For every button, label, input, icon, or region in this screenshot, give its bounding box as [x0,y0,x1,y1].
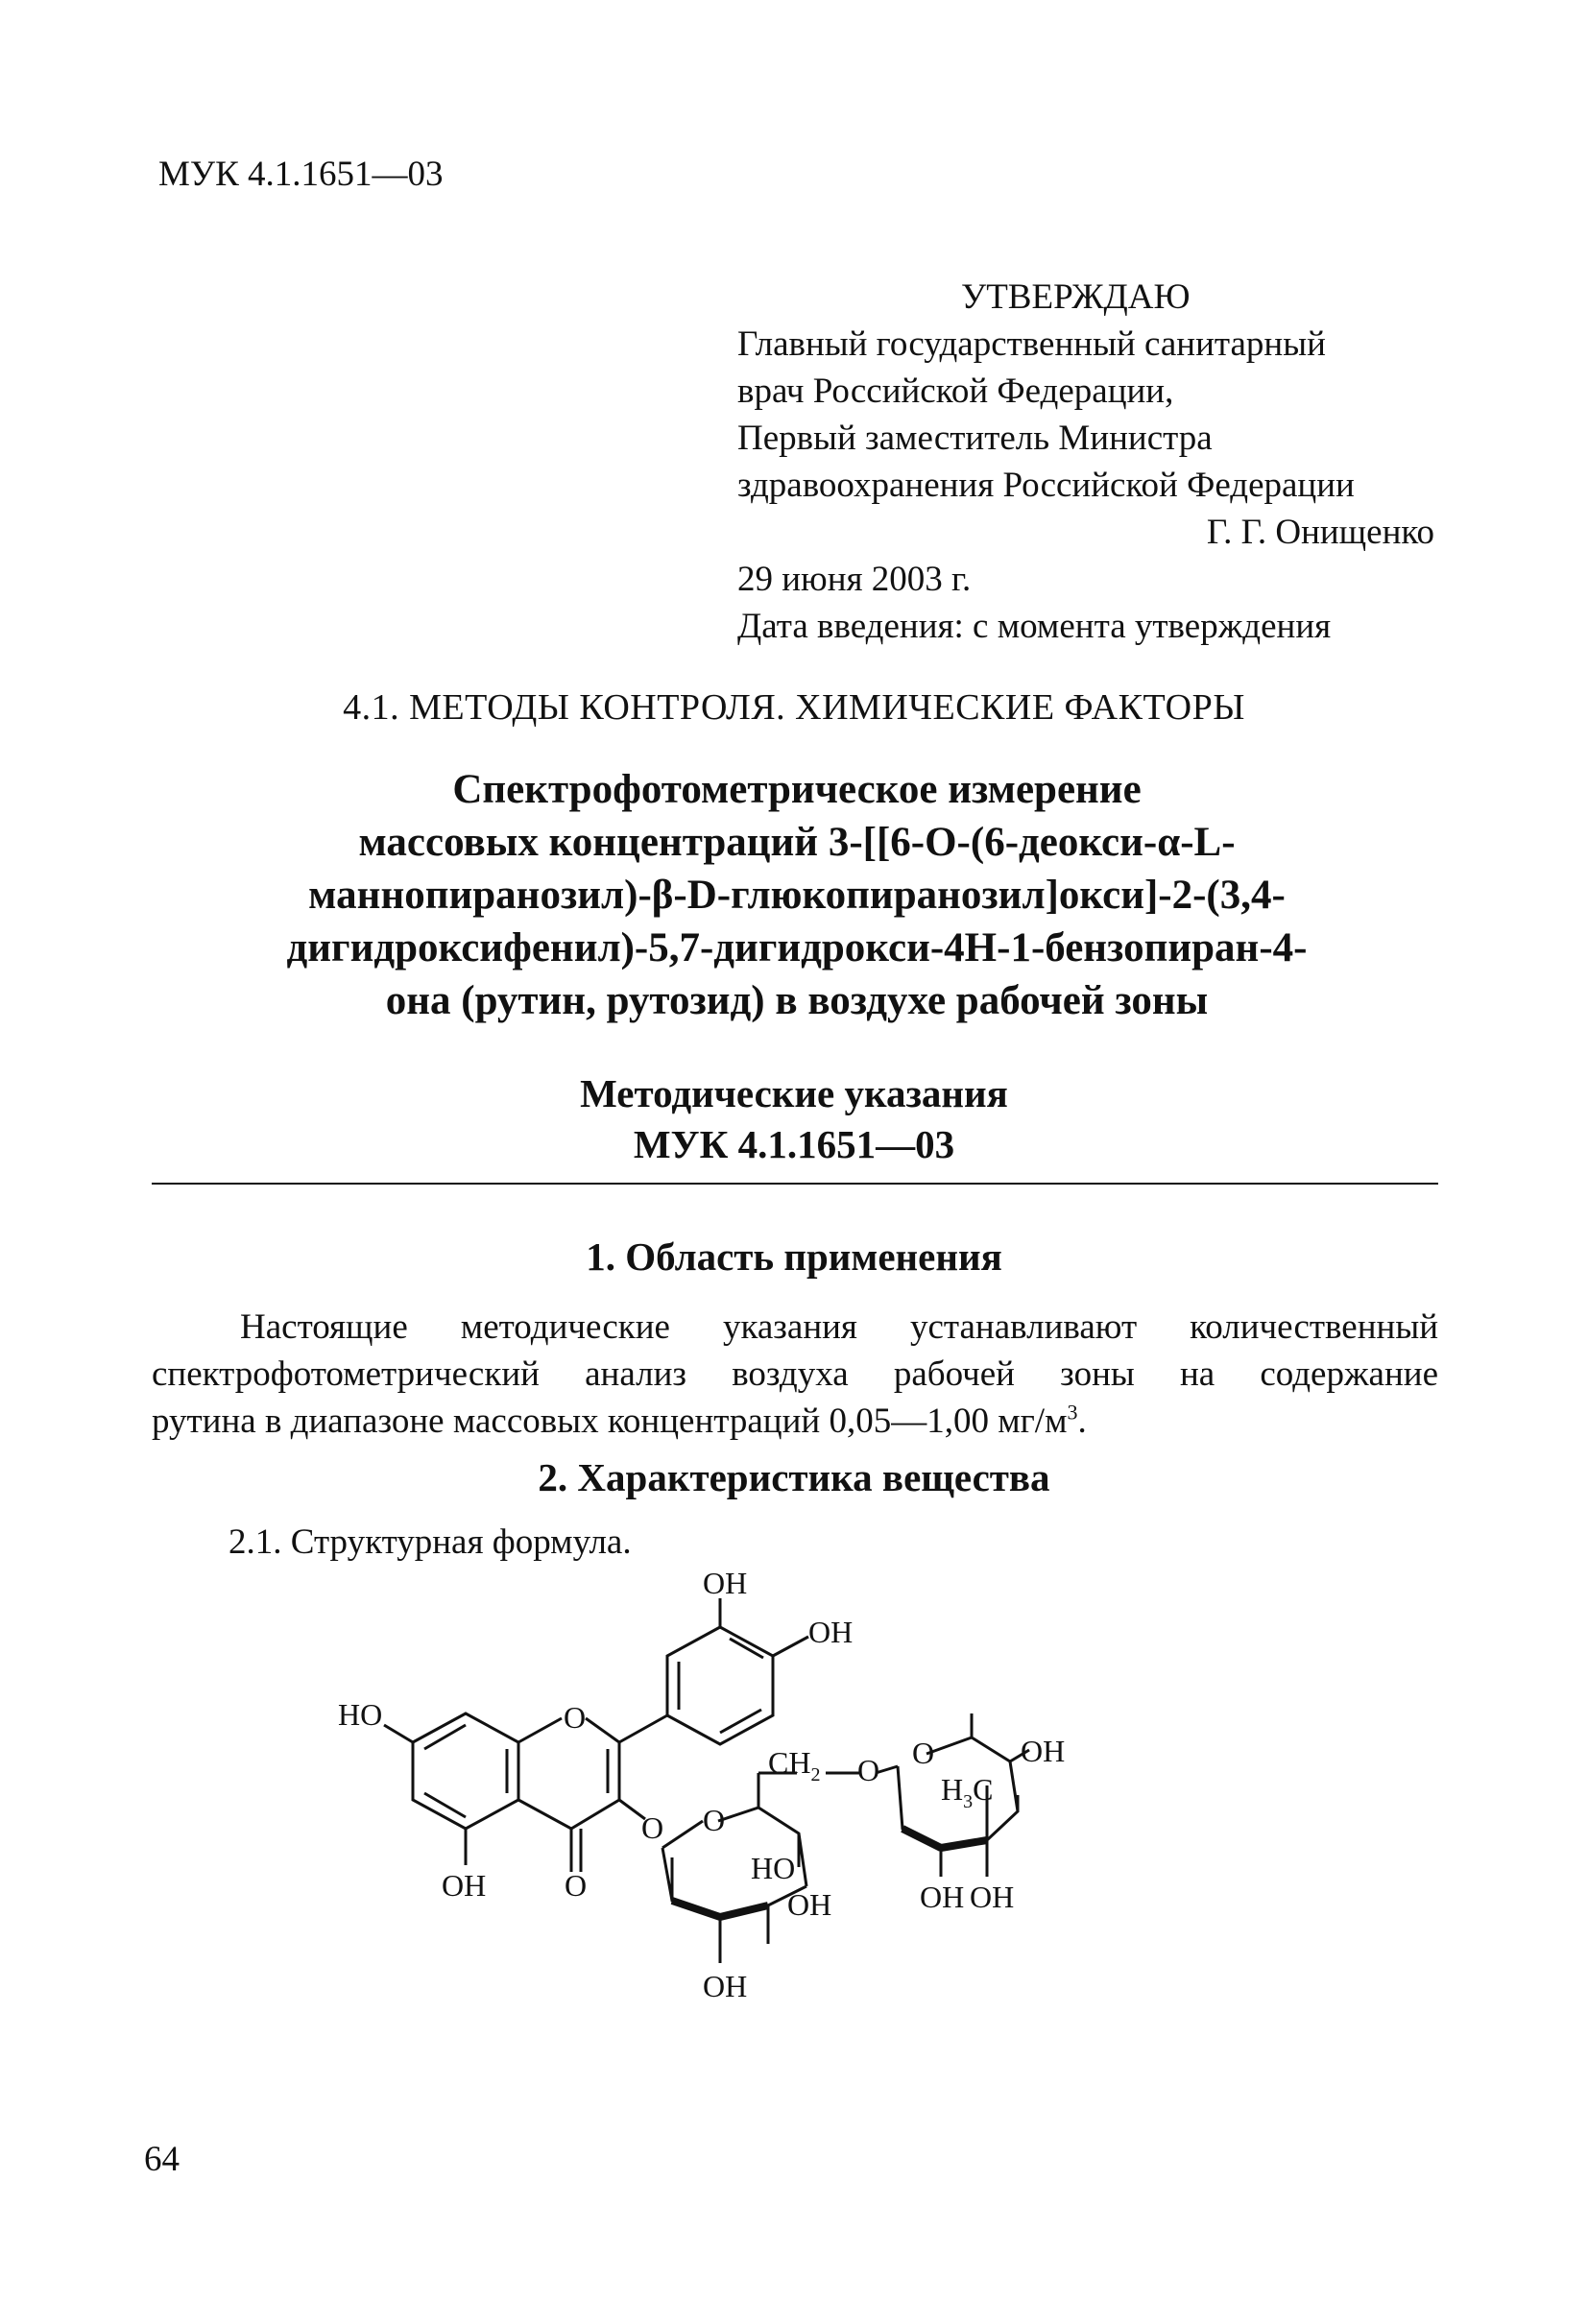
unit-superscript: 3 [1067,1400,1078,1425]
label-ho: HO [751,1851,796,1885]
document-title [158,763,1435,1027]
structural-formula [338,1560,1210,2097]
paragraph-period: . [1077,1402,1087,1441]
label-o: O [641,1810,664,1845]
subtitle-type: Методические указания [580,1071,1008,1115]
approval-line: Главный государственный санитарный [737,324,1326,364]
title-line: Спектрофотометрическое измерение [452,767,1142,812]
label-o: O [565,1868,588,1903]
title-line: дигидроксифенил)-5,7-дигидрокси-4Н-1-бензопиран-4- [286,925,1308,970]
label-oh: OH [442,1868,487,1903]
title-line: массовых концентраций 3-[[6-О-(6-деокси-α-L- [358,820,1236,865]
label-h3c: $H_3C$ [941,1772,994,1812]
section-1-heading: 1. Область применения [586,1234,1002,1279]
label-oh: OH [970,1880,1015,1914]
label-o: O [912,1736,935,1770]
section-1-paragraph [152,1304,1438,1445]
paragraph-line: Настоящие методические указания устанавливают количественный [240,1307,1438,1347]
paragraph-line-last [152,1398,1438,1445]
document-code-header: МУК 4.1.1651—03 [158,155,444,194]
label-ch2: $CH_2$ [768,1745,821,1785]
paragraph-text: рутина в диапазоне массовых концентраций 0,05—1,00 мг/м [152,1402,1068,1441]
label-oh: OH [1021,1734,1066,1768]
label-oh: OH [920,1880,965,1914]
approval-signatory: Г. Г. Онищенко [1206,513,1434,552]
label-o: O [703,1803,726,1837]
subsection-2-1: 2.1. Структурная формула. [229,1522,632,1562]
formula-labels [338,1566,1065,2003]
horizontal-rule [152,1183,1438,1185]
title-line: маннопиранозил)-β-D-глюкопиранозил]окси]-2-(3,4- [308,873,1286,918]
approval-line: здравоохранения Российской Федерации [737,466,1355,505]
section-classification: 4.1. МЕТОДЫ КОНТРОЛЯ. ХИМИЧЕСКИЕ ФАКТОРЫ [343,687,1245,728]
document-subtitle [0,1068,1588,1170]
label-oh: OH [703,1566,748,1600]
rutin-structure-diagram [338,1560,1210,2097]
approval-heading: УТВЕРЖДАЮ [961,277,1191,317]
approval-date: 29 июня 2003 г. [737,560,972,599]
label-ho: HO [338,1697,383,1732]
approval-line: врач Российской Федерации, [737,371,1174,411]
paragraph-line: спектрофотометрический анализ воздуха рабочей зоны на содержание [152,1354,1438,1394]
label-oh: OH [703,1969,748,2003]
approval-effective-date: Дата введения: с момента утверждения [737,607,1332,646]
subtitle-code: МУК 4.1.1651—03 [633,1122,955,1166]
section-2-heading: 2. Характеристика вещества [538,1455,1050,1499]
approval-line: Первый заместитель Министра [737,419,1213,458]
approval-block [737,274,1448,650]
title-line: она (рутин, рутозид) в воздухе рабочей зоны [385,978,1209,1023]
page-number: 64 [144,2140,180,2179]
label-oh: OH [808,1615,854,1649]
label-o: O [564,1700,587,1735]
label-o: O [857,1753,880,1787]
label-oh: OH [787,1887,832,1922]
